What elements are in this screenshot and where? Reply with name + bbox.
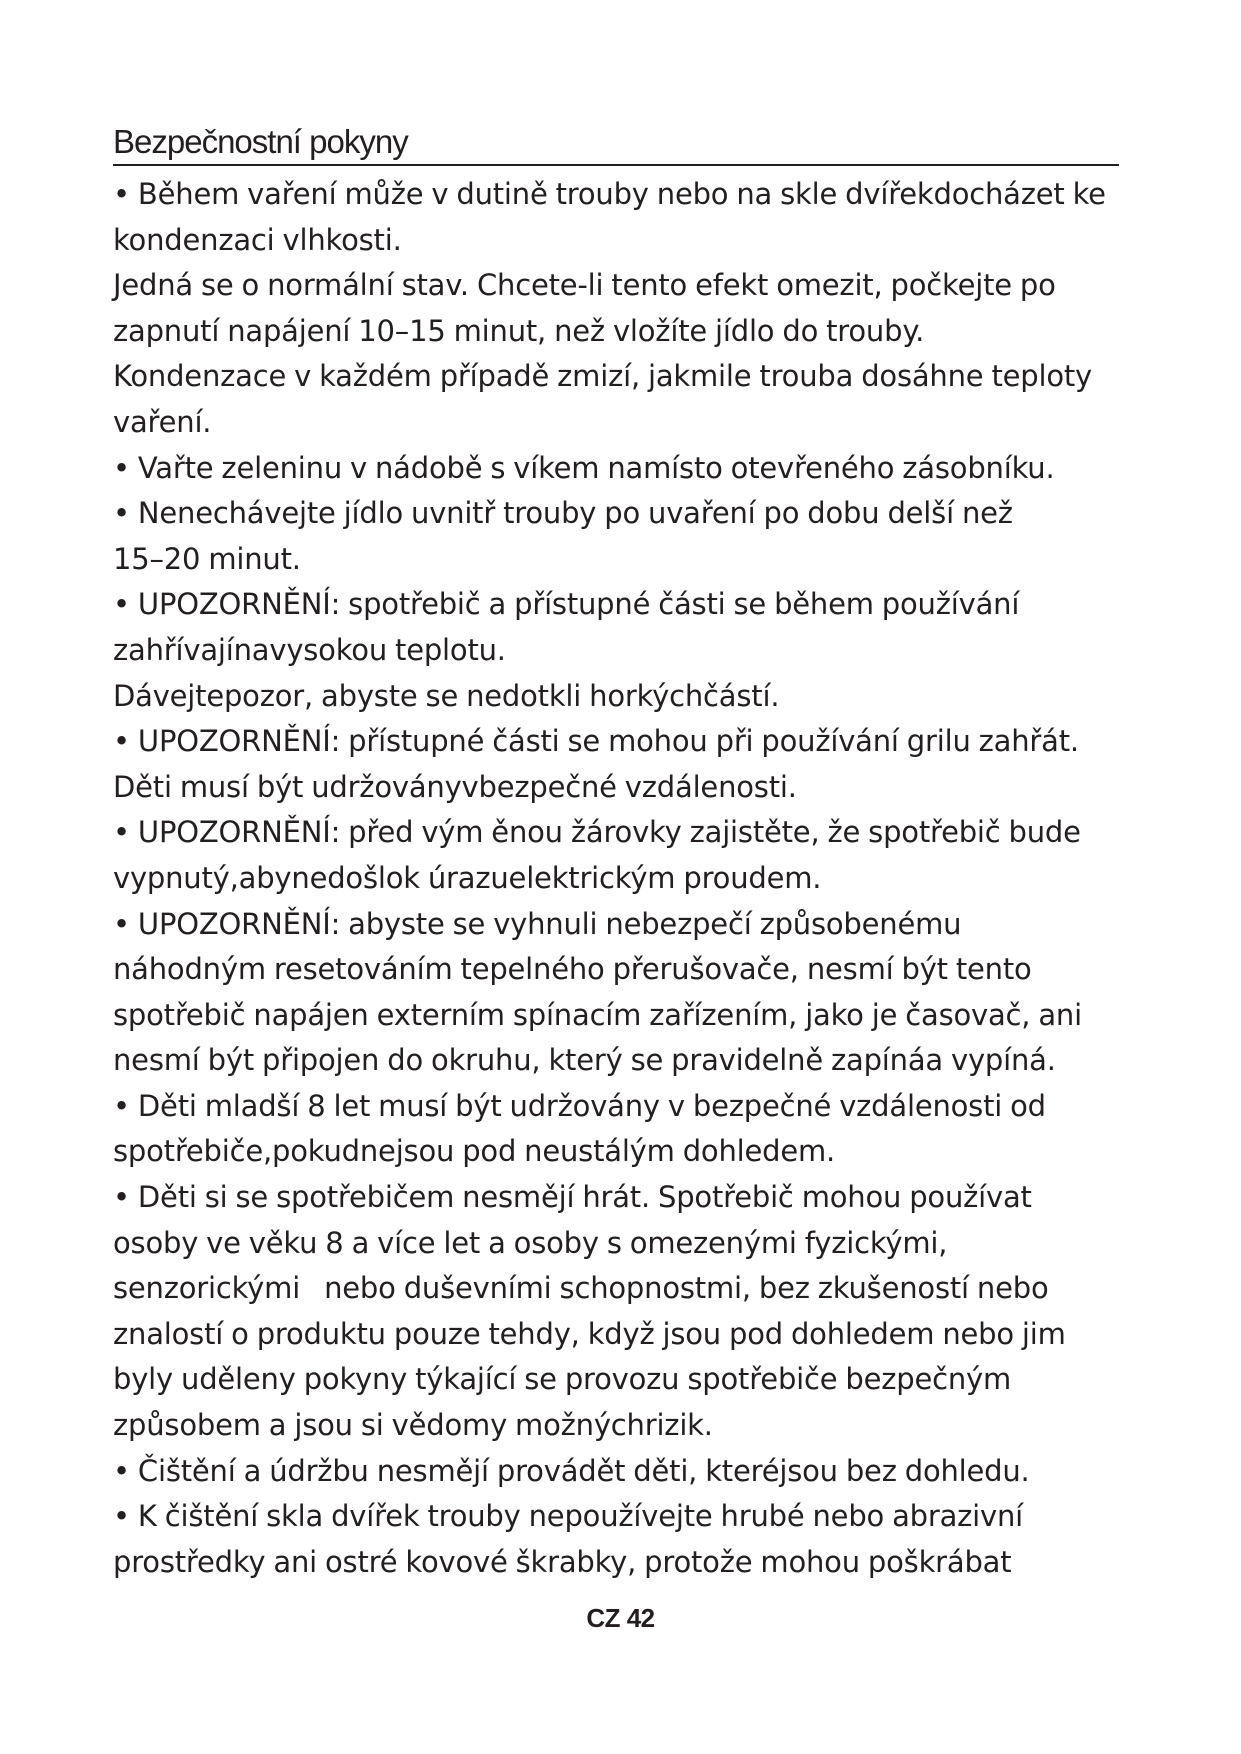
text-line: • Děti mladší 8 let musí být udržovány v bezpečné vzdálenosti od (113, 1088, 1046, 1123)
text-line: nesmí být připojen do okruhu, který se pravidelně zapínáa vypíná. (113, 1043, 1056, 1078)
text-line: byly uděleny pokyny týkající se provozu spotřebiče bezpečným (113, 1362, 1012, 1397)
text-line: • Během vaření může v dutině trouby nebo na skle dvířekdocházet ke (113, 177, 1106, 211)
text-line: Dávejtepozor, abyste se nedotkli horkýchčástí. (113, 678, 780, 713)
text-line: kondenzaci vlhkosti. (113, 222, 402, 257)
text-line: • Vařte zeleninu v nádobě s víkem namísto otevřeného zásobníku. (113, 450, 1055, 485)
text-line: Kondenzace v každém případě zmizí, jakmile trouba dosáhne teploty (113, 359, 1093, 394)
text-line: • K čištění skla dvířek trouby nepoužívejte hrubé nebo abrazivní (113, 1499, 1024, 1534)
text-line: zapnutí napájení 10–15 minut, než vložíte jídlo do trouby. (113, 313, 925, 348)
body-text (113, 172, 1123, 1585)
text-line: náhodným resetováním tepelného přerušovače, nesmí být tento (113, 952, 1032, 987)
text-line: • Nenechávejte jídlo uvnitř trouby po uvaření po dobu delší než (113, 496, 1013, 531)
text-line: zahřívajínavysokou teplotu. (113, 632, 506, 667)
text-line: • Děti si se spotřebičem nesmějí hrát. Spotřebič mohou používat (113, 1180, 1032, 1215)
text-line: • UPOZORNĚNÍ: před vým ěnou žárovky zajistěte, že spotřebič bude (113, 815, 1081, 850)
text-line: vaření. (113, 404, 212, 439)
section-heading: Bezpečnostní pokyny (113, 120, 1119, 166)
text-line: 15–20 minut. (113, 541, 301, 576)
text-line: Děti musí být udržoványvbezpečné vzdálenosti. (113, 769, 797, 804)
text-line: • UPOZORNĚNÍ: abyste se vyhnuli nebezpečí způsobenému (113, 906, 962, 941)
text-line: spotřebič napájen externím spínacím zařízením, jako je časovač, ani (113, 997, 1082, 1032)
text-line: způsobem a jsou si vědomy možnýchrizik. (113, 1408, 713, 1443)
text-line: • Čištění a údržbu nesmějí provádět děti, kteréjsou bez dohledu. (113, 1453, 1030, 1488)
text-line: znalostí o produktu pouze tehdy, když jsou pod dohledem nebo jim (113, 1316, 1066, 1351)
page-number: CZ 42 (586, 1603, 655, 1633)
text-line: senzorickými nebo duševními schopnostmi, bez zkušeností nebo (113, 1271, 1049, 1306)
text-line: osoby ve věku 8 a více let a osoby s omezenými fyzickými, (113, 1225, 948, 1260)
text-line: vypnutý,abynedošlok úrazuelektrickým proudem. (113, 860, 822, 895)
text-line: • UPOZORNĚNÍ: přístupné části se mohou při používání grilu zahřát. (113, 724, 1079, 759)
text-line: Jedná se o normální stav. Chcete-li tento efekt omezit, počkejte po (113, 268, 1056, 303)
text-line: prostředky ani ostré kovové škrabky, protože mohou poškrábat (113, 1544, 1012, 1579)
text-line: • UPOZORNĚNÍ: spotřebič a přístupné části se během používání (113, 587, 1020, 622)
text-line: spotřebiče,pokudnejsou pod neustálým dohledem. (113, 1134, 836, 1169)
